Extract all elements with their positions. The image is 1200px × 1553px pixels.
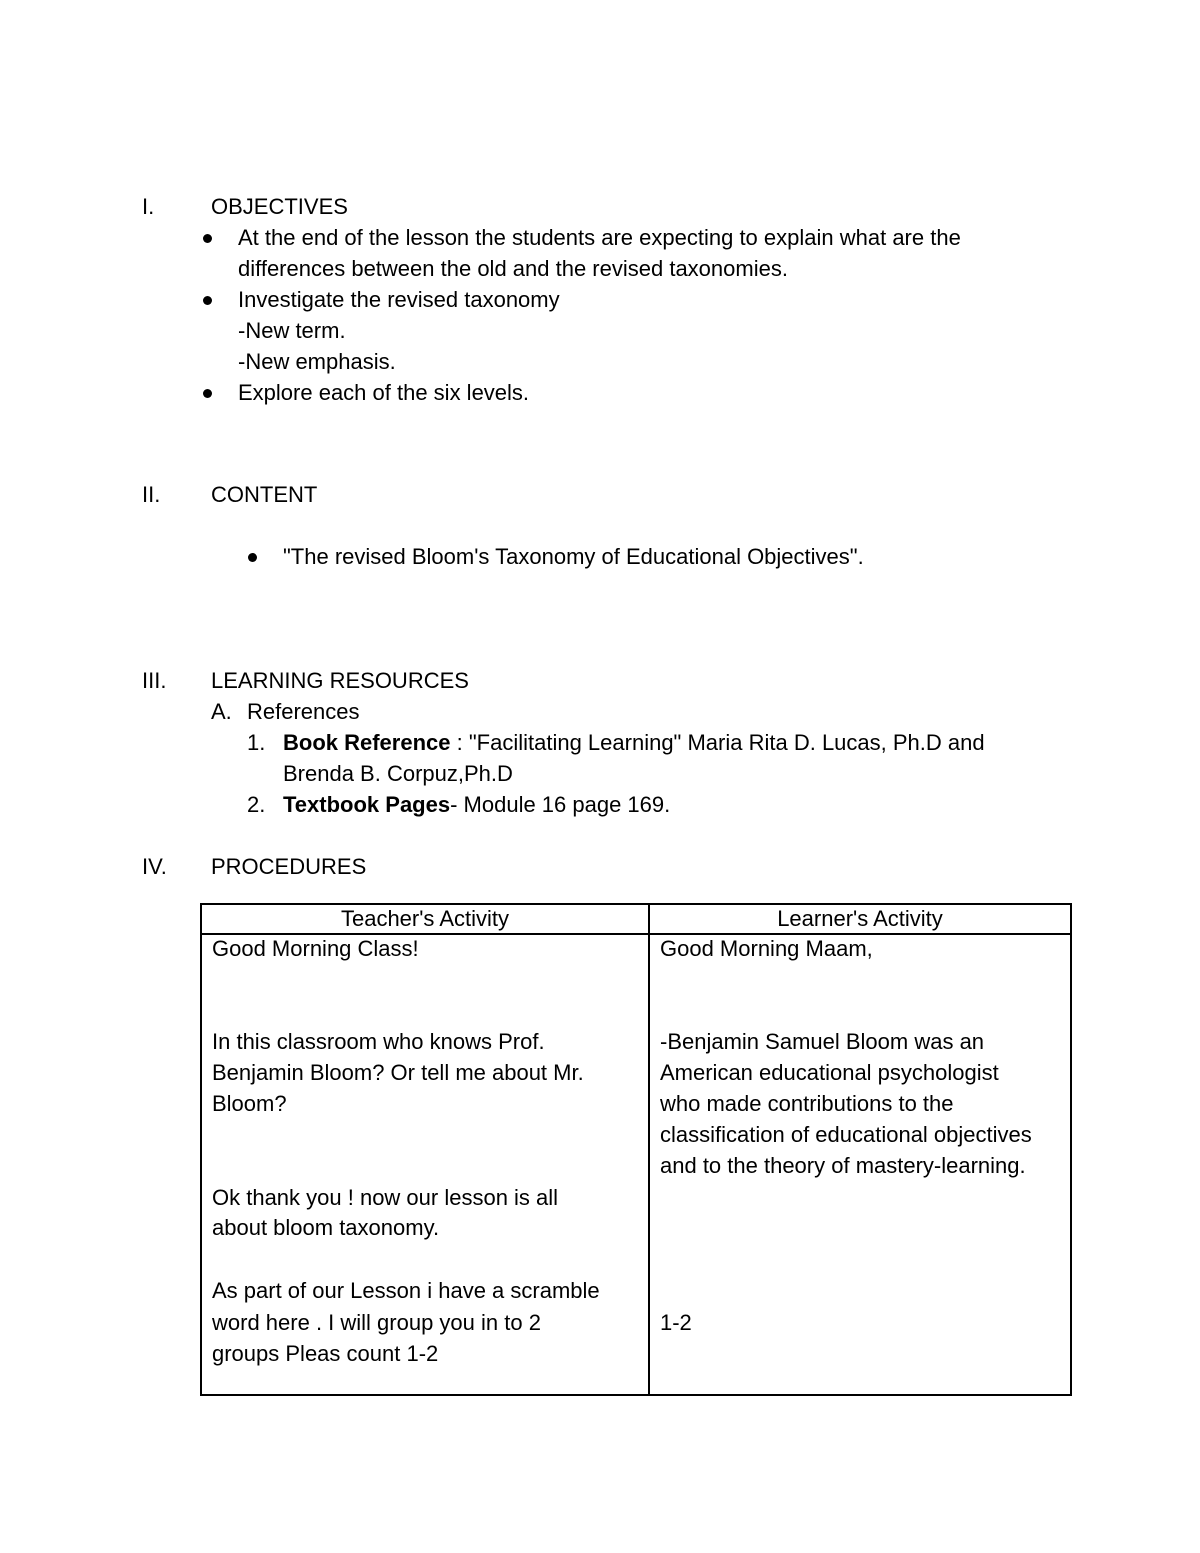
learner-activity-cell [649,934,1071,1395]
teacher-line-9: groups Pleas count 1-2 [212,1341,439,1366]
objectives-numeral: I. [142,194,155,219]
learner-line-6: and to the theory of mastery-learning. [660,1153,1026,1178]
table-header-row [201,904,1071,934]
teacher-line-3: Benjamin Bloom? Or tell me about Mr. [212,1060,584,1085]
teacher-line-2: In this classroom who knows Prof. [212,1029,545,1054]
learner-line-2: -Benjamin Samuel Bloom was an [660,1029,985,1054]
resources-heading: LEARNING RESOURCES [211,668,469,693]
references-label: References [247,699,360,724]
learner-line-5: classification of educational objectives [660,1122,1032,1147]
learner-activity-header: Learner's Activity [649,904,1071,934]
reference-2-label: Textbook Pages [283,792,451,817]
bullet-icon [203,389,212,398]
bullet-icon [203,234,212,243]
teacher-line-1: Good Morning Class! [212,936,419,961]
learner-line-4: who made contributions to the [660,1091,954,1116]
objective-2-sub-2: -New emphasis. [238,349,396,374]
bullet-icon [248,553,257,562]
objective-1-line-1: At the end of the lesson the students are expecting to explain what are the [238,225,961,250]
reference-1-number: 1. [247,730,266,755]
teacher-activity-cell [201,934,649,1395]
content-numeral: II. [142,482,161,507]
learner-line-1: Good Morning Maam, [660,936,873,961]
reference-1-line-2: Brenda B. Corpuz,Ph.D [283,761,513,786]
objective-2-sub-1: -New term. [238,318,346,343]
teacher-activity-header: Teacher's Activity [201,904,649,934]
references-letter: A. [211,699,232,724]
teacher-line-8: word here . I will group you in to 2 [212,1310,541,1335]
table-row [201,934,1071,1395]
teacher-line-6: about bloom taxonomy. [212,1215,440,1240]
reference-1-text: : "Facilitating Learning" Maria Rita D. Lucas, Ph.D and [450,730,985,755]
content-heading: CONTENT [211,482,318,507]
objective-3: Explore each of the six levels. [238,380,530,405]
reference-2-number: 2. [247,792,266,817]
reference-1-label: Book Reference [283,730,451,755]
objectives-heading: OBJECTIVES [211,194,348,219]
teacher-line-7: As part of our Lesson i have a scramble [212,1278,600,1303]
procedures-table [200,903,1072,1396]
teacher-line-5: Ok thank you ! now our lesson is all [212,1185,559,1210]
procedures-heading: PROCEDURES [211,854,367,879]
bullet-icon [203,296,212,305]
objective-1-line-2: differences between the old and the revised taxonomies. [238,256,788,281]
resources-numeral: III. [142,668,167,693]
teacher-line-4: Bloom? [212,1091,287,1116]
content-item-1: "The revised Bloom's Taxonomy of Educational Objectives". [283,544,864,569]
reference-2-text: - Module 16 page 169. [450,792,671,817]
reference-1-line-1 [283,729,985,757]
learner-line-7: 1-2 [660,1310,692,1335]
reference-2-line [283,791,670,819]
learner-line-3: American educational psychologist [660,1060,999,1085]
procedures-numeral: IV. [142,854,167,879]
objective-2-line-1: Investigate the revised taxonomy [238,287,560,312]
